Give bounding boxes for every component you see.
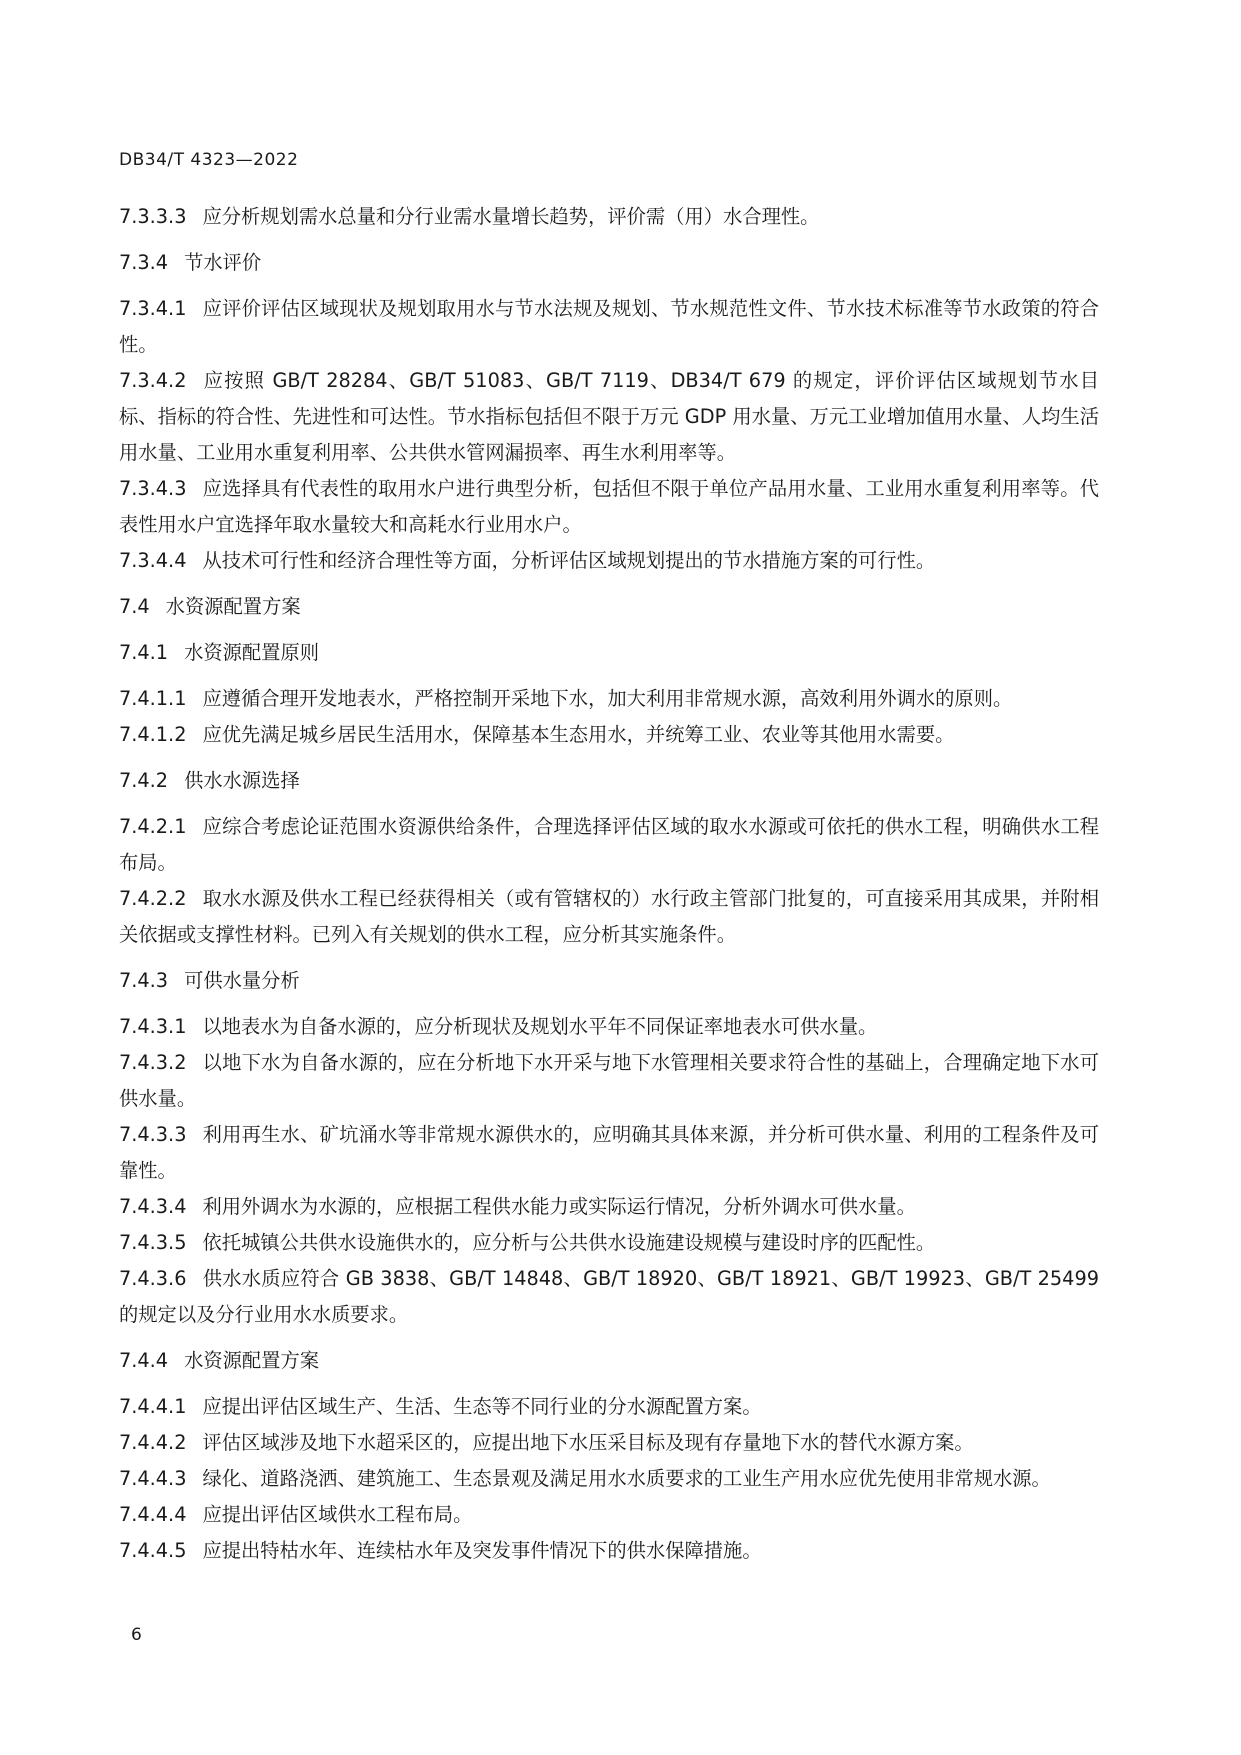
clause-paragraph — [119, 681, 1099, 717]
clause-number: 7.4.4.4 — [119, 1503, 187, 1526]
clause-number: 7.4.4.1 — [119, 1395, 187, 1418]
clause-number: 7.4.3.6 — [119, 1267, 187, 1290]
clause-number: 7.4.3.3 — [119, 1123, 187, 1146]
clause-text: 应综合考虑论证范围水资源供给条件，合理选择评估区域的取水水源或可依托的供水工程，明确供水工程布局。 — [119, 815, 1099, 874]
clause-paragraph — [119, 717, 1099, 753]
clause-paragraph — [119, 1389, 1099, 1425]
clause-paragraph — [119, 1497, 1099, 1533]
clause-text: 绿化、道路浇洒、建筑施工、生态景观及满足用水水质要求的工业生产用水应优先使用非常规水源。 — [202, 1467, 1051, 1490]
clause-number: 7.3.4.3 — [119, 477, 187, 500]
section-heading — [119, 245, 1099, 281]
clause-text: 节水评价 — [184, 251, 262, 274]
clause-text: 从技术可行性和经济合理性等方面，分析评估区域规划提出的节水措施方案的可行性。 — [202, 549, 936, 572]
clause-text: 水资源配置原则 — [184, 641, 320, 664]
clause-paragraph — [119, 1009, 1099, 1045]
clause-number: 7.3.4 — [119, 251, 169, 274]
section-heading — [119, 763, 1099, 799]
clause-paragraph — [119, 1189, 1099, 1225]
clause-paragraph — [119, 1225, 1099, 1261]
clause-paragraph — [119, 1261, 1099, 1333]
clause-number: 7.4.2.2 — [119, 887, 187, 910]
clause-paragraph — [119, 543, 1099, 579]
clause-number: 7.4.3.4 — [119, 1195, 187, 1218]
clause-text: 利用再生水、矿坑涌水等非常规水源供水的，应明确其具体来源，并分析可供水量、利用的工程条件及可靠性。 — [119, 1123, 1099, 1182]
page-number: 6 — [131, 1625, 142, 1645]
section-heading — [119, 963, 1099, 999]
clause-text: 应选择具有代表性的取用水户进行典型分析，包括但不限于单位产品用水量、工业用水重复利用率等。代表性用水户宜选择年取水量较大和高耗水行业用水户。 — [119, 477, 1099, 536]
clause-number: 7.3.4.1 — [119, 297, 187, 320]
clause-text: 利用外调水为水源的，应根据工程供水能力或实际运行情况，分析外调水可供水量。 — [202, 1195, 916, 1218]
clause-text: 以地表水为自备水源的，应分析现状及规划水平年不同保证率地表水可供水量。 — [202, 1015, 878, 1038]
clause-text: 以地下水为自备水源的，应在分析地下水开采与地下水管理相关要求符合性的基础上，合理确定地下水可供水量。 — [119, 1051, 1099, 1110]
clause-number: 7.4.3.5 — [119, 1231, 187, 1254]
clause-text: 供水水源选择 — [184, 769, 300, 792]
clause-text: 供水水质应符合 GB 3838、GB/T 14848、GB/T 18920、GB/T 18921、GB/T 19923、GB/T 25499 的规定以及分行业用水水质要求。 — [119, 1267, 1099, 1326]
clause-number: 7.4.4.3 — [119, 1467, 187, 1490]
clause-number: 7.4 — [119, 595, 150, 618]
clause-paragraph — [119, 1045, 1099, 1117]
clause-text: 应提出特枯水年、连续枯水年及突发事件情况下的供水保障措施。 — [202, 1539, 762, 1562]
clause-number: 7.4.1.1 — [119, 687, 187, 710]
clause-number: 7.3.4.4 — [119, 549, 187, 572]
section-heading — [119, 589, 1099, 625]
clause-paragraph — [119, 199, 1099, 235]
clause-number: 7.4.4 — [119, 1349, 169, 1372]
clause-text: 应按照 GB/T 28284、GB/T 51083、GB/T 7119、DB34/T 679 的规定，评价评估区域规划节水目标、指标的符合性、先进性和可达性。节水指标包括但不限于万元 GDP 用水量、万元工业增加值用水量、人均生活用水量、工业用水重复利用率、公共供水管网漏损率、再生水利用率等。 — [119, 369, 1099, 464]
clause-text: 水资源配置方案 — [165, 595, 301, 618]
clause-paragraph — [119, 881, 1099, 953]
clause-text: 评估区域涉及地下水超采区的，应提出地下水压采目标及现有存量地下水的替代水源方案。 — [202, 1431, 974, 1454]
clause-paragraph — [119, 1117, 1099, 1189]
clause-paragraph — [119, 471, 1099, 543]
clause-text: 应评价评估区域现状及规划取用水与节水法规及规划、节水规范性文件、节水技术标准等节水政策的符合性。 — [119, 297, 1099, 356]
clause-paragraph — [119, 1533, 1099, 1569]
clause-number: 7.4.4.5 — [119, 1539, 187, 1562]
clause-text: 取水水源及供水工程已经获得相关（或有管辖权的）水行政主管部门批复的，可直接采用其成果，并附相关依据或支撑性材料。已列入有关规划的供水工程，应分析其实施条件。 — [119, 887, 1099, 946]
clause-text: 可供水量分析 — [184, 969, 300, 992]
clause-text: 水资源配置方案 — [184, 1349, 320, 1372]
clause-number: 7.4.3.1 — [119, 1015, 187, 1038]
clause-number: 7.4.3 — [119, 969, 169, 992]
clause-text: 应分析规划需水总量和分行业需水量增长趋势，评价需（用）水合理性。 — [202, 205, 820, 228]
clause-paragraph — [119, 809, 1099, 881]
clause-number: 7.4.2 — [119, 769, 169, 792]
clause-text: 依托城镇公共供水设施供水的，应分析与公共供水设施建设规模与建设时序的匹配性。 — [202, 1231, 936, 1254]
clause-number: 7.4.3.2 — [119, 1051, 187, 1074]
section-heading — [119, 635, 1099, 671]
clause-number: 7.4.1.2 — [119, 723, 187, 746]
clause-text: 应遵循合理开发地表水，严格控制开采地下水，加大利用非常规水源，高效利用外调水的原则。 — [202, 687, 1013, 710]
clause-number: 7.4.1 — [119, 641, 169, 664]
clause-number: 7.4.4.2 — [119, 1431, 187, 1454]
clause-text: 应优先满足城乡居民生活用水，保障基本生态用水，并统筹工业、农业等其他用水需要。 — [202, 723, 955, 746]
clause-number: 7.3.3.3 — [119, 205, 187, 228]
clause-paragraph — [119, 363, 1099, 471]
clause-text: 应提出评估区域供水工程布局。 — [202, 1503, 473, 1526]
clause-text: 应提出评估区域生产、生活、生态等不同行业的分水源配置方案。 — [202, 1395, 762, 1418]
section-heading — [119, 1343, 1099, 1379]
document-code: DB34/T 4323—2022 — [119, 150, 299, 170]
clause-number: 7.4.2.1 — [119, 815, 187, 838]
clause-paragraph — [119, 1461, 1099, 1497]
document-body — [119, 199, 1099, 1569]
clause-number: 7.3.4.2 — [119, 369, 187, 392]
clause-paragraph — [119, 291, 1099, 363]
clause-paragraph — [119, 1425, 1099, 1461]
